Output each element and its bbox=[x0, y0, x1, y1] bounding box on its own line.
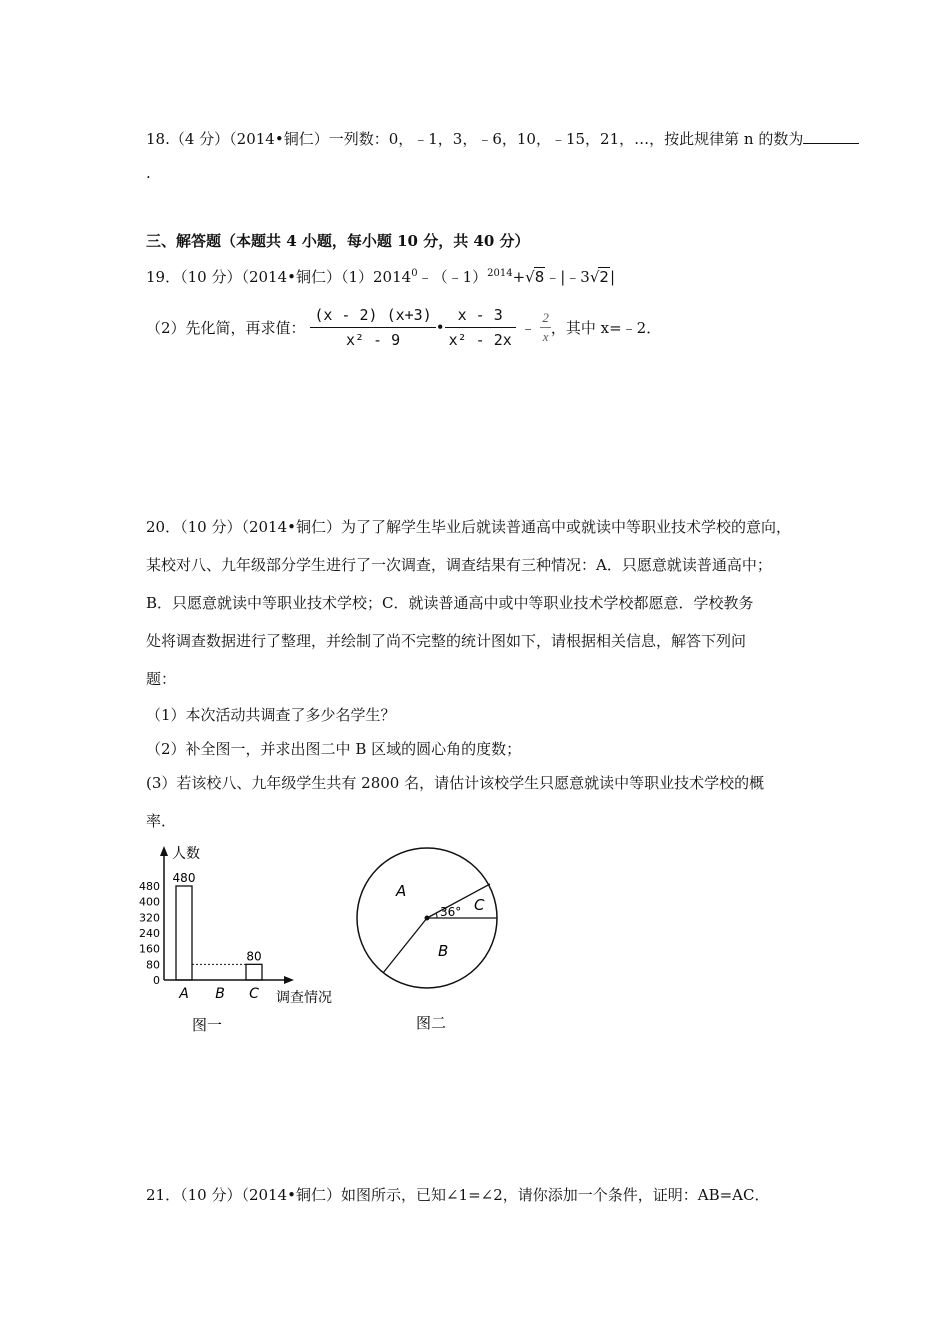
q19-part2-suffix: ，其中 x=﹣2． bbox=[550, 319, 662, 337]
sector-line-b-a bbox=[383, 918, 427, 973]
angle-label: 36° bbox=[440, 905, 462, 919]
figure-2-caption: 图二 bbox=[416, 1014, 447, 1032]
section-title: 三、解答题（本题共 4 小题，每小题 10 分，共 40 分） bbox=[146, 232, 530, 250]
question-20-line-2: 某校对八、九年级部分学生进行了一次调查，调查结果有三种情况：A．只愿意就读普通高中； bbox=[146, 556, 772, 574]
y-tick-labels bbox=[139, 880, 160, 987]
x-axis-arrow-icon bbox=[284, 976, 294, 984]
category-labels bbox=[178, 986, 259, 1002]
bar-c bbox=[246, 964, 262, 980]
radicand-8: 8 bbox=[534, 268, 545, 286]
multiply-dot: • bbox=[435, 318, 445, 337]
sqrt-icon: √ bbox=[589, 268, 600, 286]
y-tick-label: 0 bbox=[153, 974, 160, 987]
sector-label-a: A bbox=[396, 882, 407, 900]
bar-value-label: 480 bbox=[172, 871, 196, 885]
y-tick-label: 80 bbox=[146, 958, 160, 972]
question-20-line-5: 题： bbox=[146, 670, 177, 688]
q19-plus: + bbox=[512, 268, 526, 286]
category-label: A bbox=[179, 986, 189, 1002]
x-axis-label: 调查情况 bbox=[276, 990, 332, 1006]
y-tick-label: 240 bbox=[139, 927, 160, 940]
category-label: C bbox=[249, 986, 259, 1002]
figure-1-caption: 图一 bbox=[192, 1016, 223, 1034]
fraction-2-denominator: x² - 2x bbox=[448, 331, 512, 349]
y-axis-label: 人数 bbox=[172, 846, 200, 862]
bars bbox=[173, 871, 262, 980]
bar-chart-figure-1 bbox=[130, 840, 350, 1040]
y-tick-label: 480 bbox=[139, 880, 160, 893]
radicand-2: 2 bbox=[599, 268, 609, 286]
q19-exponent-2014: 2014 bbox=[487, 268, 513, 279]
question-20-sub-3: (3）若该校八、九年级学生共有 2800 名，请估计该校学生只愿意就读中等职业技术学校的概 bbox=[146, 774, 765, 792]
q19-exponent-0: 0 bbox=[411, 268, 418, 279]
category-label: B bbox=[215, 986, 225, 1002]
pie-chart-figure-2 bbox=[350, 842, 510, 1036]
sqrt-icon: √ bbox=[525, 268, 535, 286]
question-19-part1 bbox=[146, 266, 615, 287]
question-18-text: 18.（4 分）（2014•铜仁）一列数：0，﹣1，3，﹣6，10，﹣15，21，…，按此规律第 n 的数为 bbox=[146, 130, 804, 148]
y-axis-arrow-icon bbox=[160, 846, 168, 856]
sector-label-b: B bbox=[438, 942, 449, 960]
sector-label-c: C bbox=[474, 896, 485, 914]
q19-part2-prefix: （2）先化简，再求值： bbox=[146, 319, 306, 337]
question-20-sub-3-cont: 率． bbox=[146, 812, 177, 830]
question-20-sub-1: （1）本次活动共调查了多少名学生？ bbox=[146, 706, 396, 724]
question-20-line-3: B．只愿意就读中等职业技术学校；C．就读普通高中或中等职业技术学校都愿意．学校教务 bbox=[146, 594, 754, 612]
question-19-part2 bbox=[146, 306, 661, 349]
question-21: 21．（10 分）（2014•铜仁）如图所示，已知∠1=∠2，请你添加一个条件，证明：AB=AC． bbox=[146, 1186, 770, 1204]
y-tick-label: 400 bbox=[139, 895, 160, 909]
bar-value-label: 80 bbox=[246, 949, 262, 964]
q19-abs-close: | bbox=[609, 268, 616, 286]
question-18 bbox=[146, 128, 859, 149]
fraction-2-numerator: x - 3 bbox=[445, 306, 516, 328]
question-18-tail: . bbox=[146, 164, 151, 182]
question-20-line-4: 处将调查数据进行了整理，并绘制了尚不完整的统计图如下，请根据相关信息，解答下列问 bbox=[146, 632, 747, 650]
angle-arc bbox=[436, 913, 437, 918]
fraction-3-denominator: x bbox=[542, 329, 549, 344]
question-20-sub-2: （2）补全图一，并求出图二中 B 区域的圆心角的度数； bbox=[146, 740, 522, 758]
q19-mid: ﹣（﹣1） bbox=[417, 268, 488, 286]
answer-blank bbox=[803, 129, 859, 144]
fraction-1 bbox=[310, 306, 435, 349]
minus-sign: ﹣ bbox=[520, 319, 536, 337]
fraction-3-numerator: 2 bbox=[540, 310, 551, 328]
q19-intro: 19．（10 分）（2014•铜仁）（1）2014 bbox=[146, 268, 412, 286]
fraction-2 bbox=[445, 306, 516, 349]
fraction-3 bbox=[540, 310, 551, 345]
pie-center-dot bbox=[425, 916, 430, 921]
fraction-1-denominator: x² - 9 bbox=[345, 331, 401, 349]
bar-a bbox=[176, 886, 192, 980]
y-tick-label: 160 bbox=[139, 942, 160, 956]
y-tick-label: 320 bbox=[139, 911, 160, 925]
question-20-line-1: 20．（10 分）（2014•铜仁）为了了解学生毕业后就读普通高中或就读中等职业技术学校的意向， bbox=[146, 518, 791, 536]
q19-minus-abs: ﹣|﹣3 bbox=[545, 268, 590, 286]
fraction-1-numerator: (x - 2) (x+3) bbox=[310, 306, 435, 328]
